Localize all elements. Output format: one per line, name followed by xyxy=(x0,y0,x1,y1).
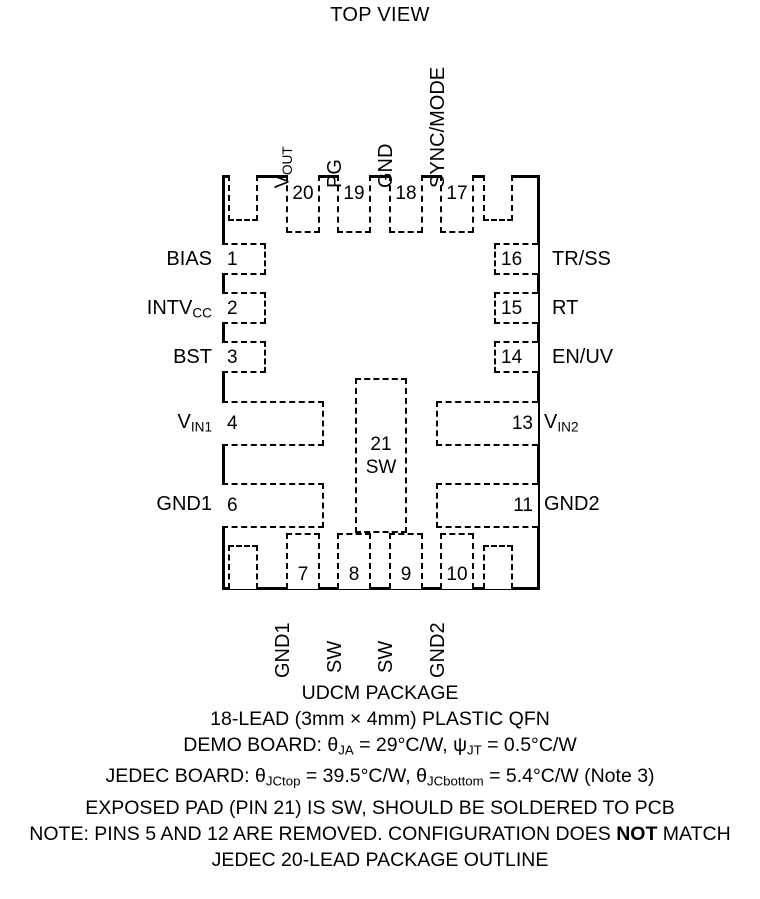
label-pin-8: SW xyxy=(324,640,346,673)
pad-number-4: 4 xyxy=(227,413,238,434)
caption-line-jedec-board: JEDEC BOARD: $\theta_{JCtop} = 39.5^\circ C/W$, $\theta_{JCbottom} = 5.4^\circ C/W$ (Note 3) xyxy=(105,765,655,789)
label-pin-17: SYNC/MODE xyxy=(427,66,449,188)
pad-pin-15 xyxy=(494,292,538,324)
label-pin-2: $INTV_{CC}$ xyxy=(146,297,212,321)
page-title: TOP VIEW xyxy=(330,4,430,26)
pad-number-7: 7 xyxy=(297,563,309,585)
caption-line-exposed-pad: EXPOSED PAD (PIN 21) IS SW, SHOULD BE SOLDERED TO PCB xyxy=(85,796,675,819)
corner-pad-bottom-right xyxy=(483,545,513,589)
caption-line-package: UDCM PACKAGE xyxy=(301,682,459,704)
label-pin-1: BIAS xyxy=(166,248,212,270)
caption-block xyxy=(0,680,760,873)
label-pin-18: GND xyxy=(375,143,397,188)
pad-pin-9 xyxy=(389,533,423,589)
pad-number-13: 13 xyxy=(511,413,533,434)
label-pin-15: RT xyxy=(552,297,579,319)
label-pin-10: GND2 xyxy=(427,622,449,678)
pad-pin-4 xyxy=(222,401,324,446)
pad-number-18: 18 xyxy=(395,182,417,204)
pad-pin-10 xyxy=(440,533,474,589)
label-pin-11: GND2 xyxy=(544,493,600,515)
pad-pin-11 xyxy=(436,483,538,528)
pad-number-19: 19 xyxy=(343,182,365,204)
corner-pad-top-right xyxy=(483,175,513,221)
pad-number-15: 15 xyxy=(501,297,523,319)
pad-number-3: 3 xyxy=(227,346,238,368)
corner-pad-top-left xyxy=(228,175,258,221)
label-pin-7: GND1 xyxy=(272,622,294,678)
exposed-pad-21 xyxy=(355,378,407,533)
pad-number-20: 20 xyxy=(292,182,314,204)
label-pin-20: $V_{OUT}$ xyxy=(271,146,295,189)
pad-pin-14 xyxy=(494,341,538,373)
caption-line-leads: 18-LEAD (3mm × 4mm) PLASTIC QFN xyxy=(210,708,550,730)
label-pin-16: TR/SS xyxy=(552,248,611,270)
exposed-pad-number: 21 xyxy=(370,433,392,455)
pad-number-1: 1 xyxy=(227,248,238,270)
pad-number-17: 17 xyxy=(446,182,468,204)
pad-pin-13 xyxy=(436,401,538,446)
pad-number-14: 14 xyxy=(501,346,523,368)
pad-pin-6 xyxy=(222,483,324,528)
label-pin-9: SW xyxy=(375,640,397,673)
label-pin-6: GND1 xyxy=(156,493,212,515)
pad-pin-3 xyxy=(222,341,266,373)
pad-number-10: 10 xyxy=(446,563,468,585)
label-pin-19: PG xyxy=(324,159,346,188)
pad-pin-2 xyxy=(222,292,266,324)
label-pin-4: $V_{IN1}$ xyxy=(177,411,212,435)
label-pin-13: $V_{IN2}$ xyxy=(544,411,579,435)
pad-number-11: 11 xyxy=(513,495,533,516)
caption-line-note: NOTE: PINS 5 AND 12 ARE REMOVED. CONFIGURATION DOES NOT MATCH xyxy=(29,822,731,845)
label-pin-14: EN/UV xyxy=(552,346,614,368)
pad-number-8: 8 xyxy=(348,563,360,585)
pad-pin-16 xyxy=(494,243,538,275)
caption-line-demo-board: DEMO BOARD: $\theta_{JA} = 29^\circ C/W$, $\psi_{JT} = 0.5^\circ C/W$ xyxy=(183,734,577,758)
caption-line-outline: JEDEC 20-LEAD PACKAGE OUTLINE xyxy=(211,848,549,871)
pad-number-16: 16 xyxy=(501,248,523,270)
corner-pad-bottom-left xyxy=(228,545,258,589)
pad-number-6: 6 xyxy=(227,495,238,516)
pad-number-2: 2 xyxy=(227,297,238,319)
pad-number-9: 9 xyxy=(400,563,412,585)
label-pin-3: BST xyxy=(173,346,212,368)
pad-pin-7 xyxy=(286,533,320,589)
pad-pin-1 xyxy=(222,243,266,275)
exposed-pad-name: SW xyxy=(365,456,397,478)
pad-pin-8 xyxy=(337,533,371,589)
